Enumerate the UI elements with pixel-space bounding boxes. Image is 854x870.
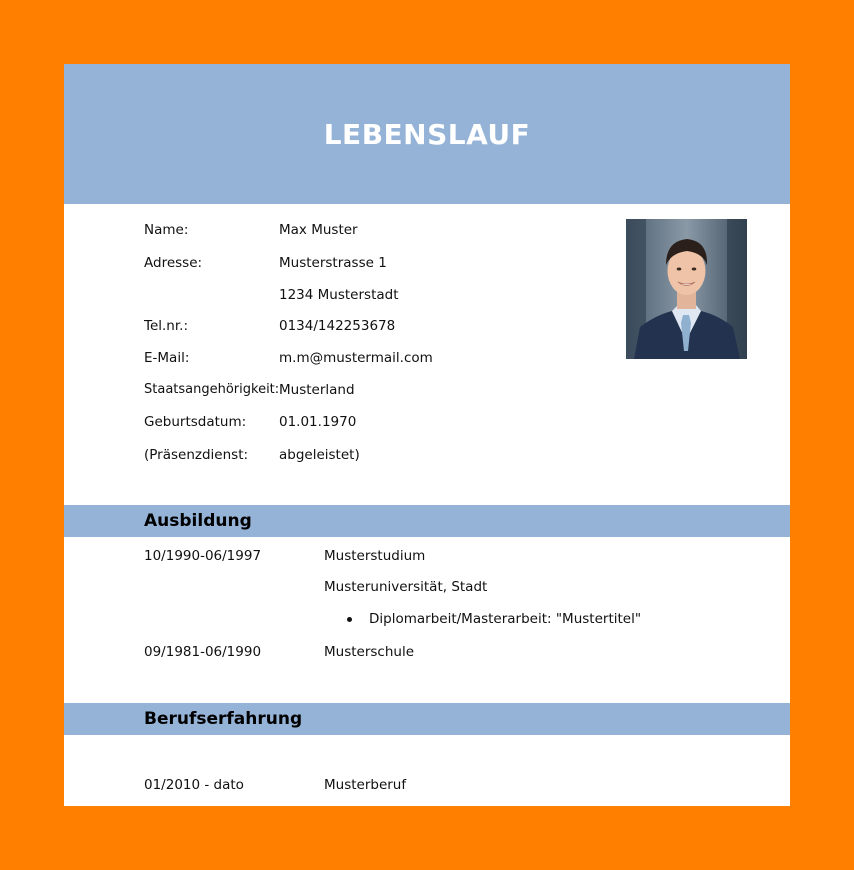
portrait-icon xyxy=(626,219,747,359)
value-city: 1234 Musterstadt xyxy=(279,287,399,303)
label-address: Adresse: xyxy=(144,255,203,271)
education-date-1: 10/1990-06/1997 xyxy=(144,548,262,564)
value-service: abgeleistet) xyxy=(279,447,360,463)
label-phone: Tel.nr.: xyxy=(144,318,189,334)
section-experience-title: Berufserfahrung xyxy=(144,709,303,729)
value-phone: 0134/142253678 xyxy=(279,318,396,334)
label-email: E-Mail: xyxy=(144,350,190,366)
value-birthdate: 01.01.1970 xyxy=(279,414,357,430)
section-education-band xyxy=(64,505,790,537)
section-education-title: Ausbildung xyxy=(144,511,252,531)
label-service: (Präsenzdienst: xyxy=(144,447,249,463)
label-nationality: Staatsangehörigkeit: xyxy=(144,382,280,397)
experience-date-1: 01/2010 - dato xyxy=(144,777,244,793)
section-experience-band xyxy=(64,703,790,735)
header-band xyxy=(64,64,790,204)
education-thesis-1: Diplomarbeit/Masterarbeit: "Mustertitel" xyxy=(369,611,642,627)
education-date-2: 09/1981-06/1990 xyxy=(144,644,262,660)
experience-job-1: Musterberuf xyxy=(324,777,407,793)
portrait-photo xyxy=(626,219,747,359)
education-degree-1: Musterstudium xyxy=(324,548,426,564)
value-email: m.m@mustermail.com xyxy=(279,350,433,366)
education-institution-1: Musteruniversität, Stadt xyxy=(324,579,488,595)
value-street: Musterstrasse 1 xyxy=(279,255,387,271)
value-name: Max Muster xyxy=(279,222,358,238)
page-title: LEBENSLAUF xyxy=(323,117,531,151)
education-school-2: Musterschule xyxy=(324,644,415,660)
label-birthdate: Geburtsdatum: xyxy=(144,414,247,430)
resume-page xyxy=(64,64,790,806)
bullet-icon xyxy=(347,617,352,622)
label-name: Name: xyxy=(144,222,189,238)
value-nationality: Musterland xyxy=(279,382,355,398)
